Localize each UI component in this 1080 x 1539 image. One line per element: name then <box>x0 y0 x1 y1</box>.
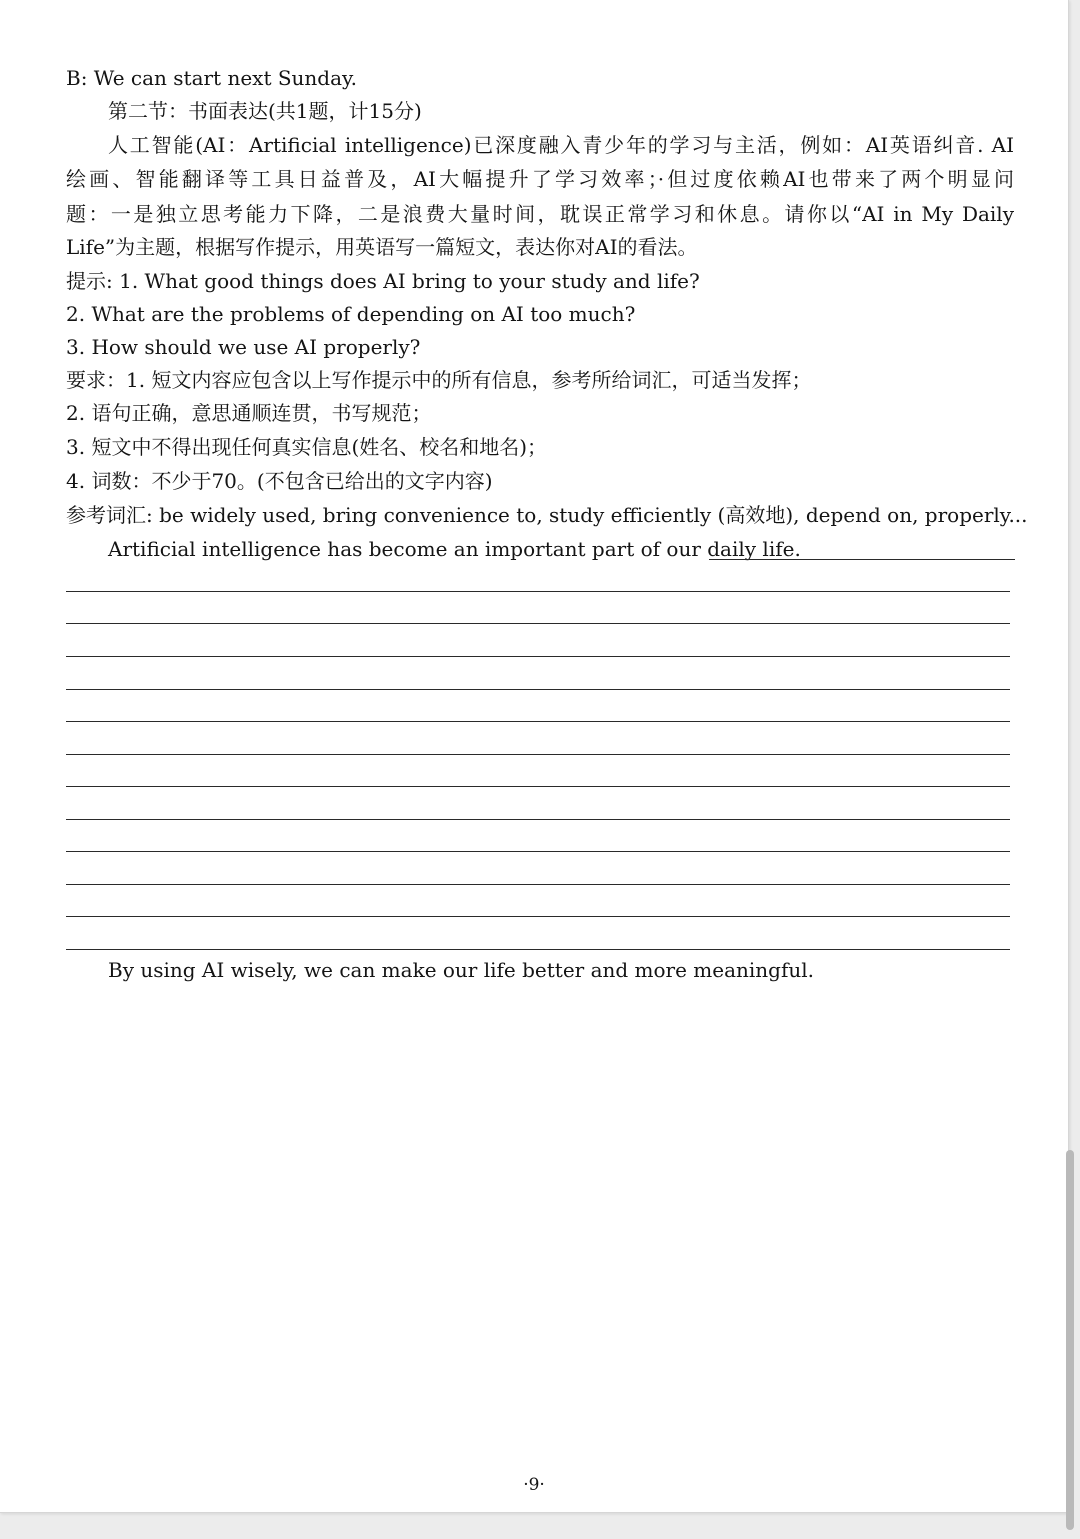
answer-writing-line[interactable] <box>66 949 1010 950</box>
prompt-line: 绘画、智能翻译等工具日益普及，AI大幅提升了学习效率；·但过度依赖AI也带来了两个明显问 <box>66 167 1014 191</box>
answer-writing-line[interactable] <box>66 916 1010 917</box>
answer-writing-line[interactable] <box>66 851 1010 852</box>
dialogue-line: B: We can start next Sunday. <box>66 66 358 90</box>
answer-writing-line[interactable] <box>66 689 1010 690</box>
page-number: ·9· <box>523 1475 545 1495</box>
answer-writing-line[interactable] <box>66 591 1010 592</box>
requirement-line: 4. 词数：不少于70。(不包含已给出的文字内容) <box>66 469 493 493</box>
requirement-line: 3. 短文中不得出现任何真实信息(姓名、校名和地名)； <box>66 435 548 459</box>
answer-writing-line[interactable] <box>66 656 1010 657</box>
answer-writing-line[interactable] <box>66 819 1010 820</box>
hint-line: 提示: 1. What good things does AI bring to your study and life? <box>66 269 700 293</box>
vertical-scrollbar[interactable] <box>1066 1150 1074 1530</box>
answer-writing-line[interactable] <box>66 786 1010 787</box>
answer-blank-line[interactable] <box>709 559 1015 560</box>
closing-sentence: By using AI wisely, we can make our life better and more meaningful. <box>108 958 815 982</box>
requirement-line: 要求：1. 短文内容应包含以上写作提示中的所有信息，参考所给词汇，可适当发挥； <box>66 368 812 392</box>
answer-writing-line[interactable] <box>66 884 1010 885</box>
prompt-line: 人工智能(AI：Artificial intelligence)已深度融入青少年的学习与主活，例如：AI英语纠音. AI <box>108 133 1014 157</box>
section-heading: 第二节：书面表达(共1题，计15分) <box>108 99 422 123</box>
opening-sentence: Artificial intelligence has become an important part of our daily life. <box>108 537 801 561</box>
hint-line: 3. How should we use AI properly? <box>66 335 421 359</box>
hint-line: 2. What are the problems of depending on AI too much? <box>66 302 636 326</box>
vocabulary-line: 参考词汇: be widely used, bring convenience to, study efficiently (高效地), depend on, properly... <box>66 503 1028 527</box>
answer-writing-line[interactable] <box>66 754 1010 755</box>
prompt-line: Life”为主题，根据写作提示，用英语写一篇短文，表达你对AI的看法。 <box>66 235 698 259</box>
requirement-line: 2. 语句正确，意思通顺连贯，书写规范； <box>66 401 432 425</box>
prompt-line: 题：一是独立思考能力下降，二是浪费大量时间，耽误正常学习和休息。请你以“AI in My Daily <box>66 202 1014 226</box>
answer-writing-line[interactable] <box>66 623 1010 624</box>
answer-writing-line[interactable] <box>66 721 1010 722</box>
